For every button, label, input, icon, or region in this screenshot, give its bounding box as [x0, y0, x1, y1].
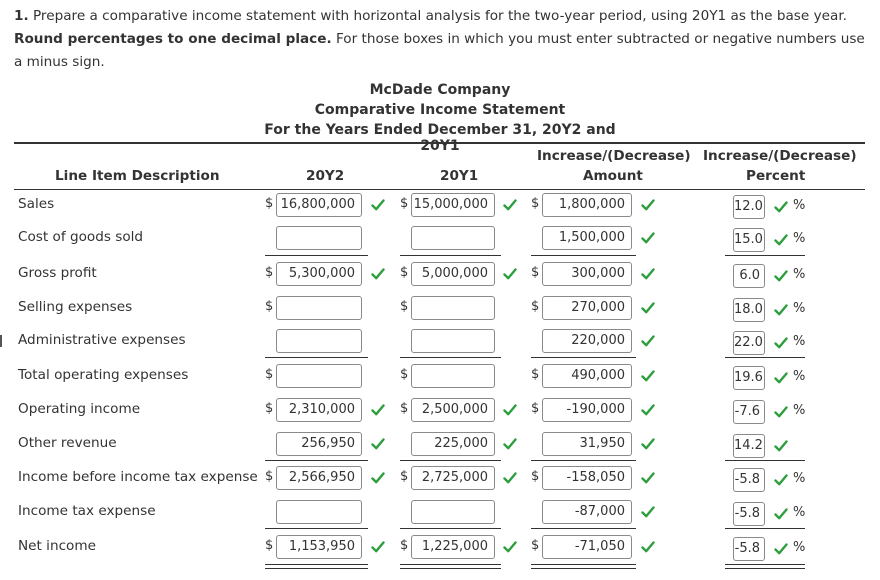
row-label: Income before income tax expense: [18, 469, 258, 485]
total-rule: [400, 357, 501, 358]
currency-symbol: $: [531, 265, 540, 280]
instruction-text: Prepare a comparative income statement with horizontal analysis for the two-year period, using 20Y1 as the base year.: [32, 8, 847, 24]
percent-symbol: %: [793, 231, 806, 246]
row-label: Income tax expense: [18, 503, 156, 519]
percent-symbol: %: [793, 505, 806, 520]
percent-symbol: %: [793, 471, 806, 486]
correct-check-icon: [371, 267, 385, 281]
currency-symbol: $: [400, 299, 409, 314]
correct-check-icon: [371, 437, 385, 451]
correct-check-icon: [503, 403, 517, 417]
currency-symbol: $: [531, 299, 540, 314]
amount-20y1-input[interactable]: [411, 329, 495, 353]
amount-20y2-input[interactable]: 1,153,950: [276, 535, 362, 559]
correct-check-icon: [641, 301, 655, 315]
correct-check-icon: [774, 233, 788, 247]
correct-check-icon: [774, 200, 788, 214]
percent-symbol: %: [793, 334, 806, 349]
total-rule: [265, 460, 368, 461]
total-rule: [531, 528, 636, 529]
amount-20y1-input[interactable]: [411, 500, 495, 524]
currency-symbol: $: [400, 469, 409, 484]
change-percent-input[interactable]: 12.0: [733, 195, 765, 219]
currency-symbol: $: [400, 538, 409, 553]
percent-symbol: %: [793, 267, 806, 282]
correct-check-icon: [503, 437, 517, 451]
change-amount-input[interactable]: -190,000: [542, 398, 632, 422]
double-rule: [725, 564, 805, 569]
correct-check-icon: [774, 507, 788, 521]
change-percent-input[interactable]: -7.6: [733, 400, 765, 424]
correct-check-icon: [641, 403, 655, 417]
total-rule: [725, 460, 805, 461]
currency-symbol: $: [400, 401, 409, 416]
percent-symbol: %: [793, 403, 806, 418]
correct-check-icon: [641, 334, 655, 348]
side-marker: [0, 335, 7, 347]
sign-instruction: For those boxes in which you must enter subtracted or negative numbers use a minus sign.: [14, 31, 865, 70]
percent-symbol: %: [793, 301, 806, 316]
total-rule: [265, 255, 368, 256]
col-header-20y2: 20Y2: [306, 168, 345, 184]
amount-20y2-input[interactable]: [276, 226, 362, 250]
change-percent-input[interactable]: 19.6: [733, 366, 765, 390]
change-percent-input[interactable]: 6.0: [733, 264, 765, 288]
currency-symbol: $: [265, 401, 274, 416]
change-percent-input[interactable]: -5.8: [733, 468, 765, 492]
change-amount-input[interactable]: 300,000: [542, 262, 632, 286]
correct-check-icon: [641, 471, 655, 485]
correct-check-icon: [641, 540, 655, 554]
currency-symbol: $: [531, 367, 540, 382]
total-rule: [531, 460, 636, 461]
double-rule: [265, 564, 368, 569]
amount-20y1-input[interactable]: 15,000,000: [411, 193, 495, 217]
change-percent-input[interactable]: 15.0: [733, 228, 765, 252]
amount-20y2-input[interactable]: 2,566,950: [276, 466, 362, 490]
amount-20y1-input[interactable]: 225,000: [411, 432, 495, 456]
correct-check-icon: [371, 198, 385, 212]
change-amount-input[interactable]: 1,500,000: [542, 226, 632, 250]
change-amount-input[interactable]: -158,050: [542, 466, 632, 490]
correct-check-icon: [774, 473, 788, 487]
row-label: Net income: [18, 538, 96, 554]
amount-20y1-input[interactable]: 2,500,000: [411, 398, 495, 422]
total-rule: [265, 357, 368, 358]
total-rule: [400, 255, 501, 256]
col-header-percent-top: Increase/(Decrease): [703, 148, 857, 164]
currency-symbol: $: [265, 196, 274, 211]
company-name: McDade Company: [369, 82, 511, 98]
total-rule: [531, 357, 636, 358]
amount-20y2-input[interactable]: 16,800,000: [276, 193, 362, 217]
correct-check-icon: [641, 505, 655, 519]
change-percent-input[interactable]: -5.8: [733, 537, 765, 561]
change-amount-input[interactable]: 220,000: [542, 329, 632, 353]
total-rule: [725, 357, 805, 358]
col-header-amount: Amount: [583, 168, 643, 184]
correct-check-icon: [371, 471, 385, 485]
amount-20y1-input[interactable]: [411, 364, 495, 388]
correct-check-icon: [503, 198, 517, 212]
total-rule: [400, 528, 501, 529]
column-header-rule: [14, 189, 865, 190]
change-amount-input[interactable]: -71,050: [542, 535, 632, 559]
change-percent-input[interactable]: 14.2: [733, 434, 765, 458]
question-number: 1.: [14, 8, 29, 24]
currency-symbol: $: [265, 469, 274, 484]
correct-check-icon: [774, 269, 788, 283]
correct-check-icon: [641, 437, 655, 451]
currency-symbol: $: [265, 538, 274, 553]
amount-20y2-input[interactable]: [276, 500, 362, 524]
currency-symbol: $: [400, 367, 409, 382]
correct-check-icon: [503, 471, 517, 485]
total-rule: [400, 460, 501, 461]
percent-symbol: %: [793, 198, 806, 213]
col-header-percent: Percent: [746, 168, 806, 184]
change-percent-input[interactable]: 18.0: [733, 298, 765, 322]
total-rule: [531, 255, 636, 256]
amount-20y2-input[interactable]: [276, 329, 362, 353]
rounding-instruction: Round percentages to one decimal place.: [14, 31, 332, 47]
correct-check-icon: [503, 540, 517, 554]
correct-check-icon: [641, 231, 655, 245]
currency-symbol: $: [400, 265, 409, 280]
amount-20y2-input[interactable]: [276, 364, 362, 388]
change-percent-input[interactable]: -5.8: [733, 502, 765, 526]
correct-check-icon: [774, 439, 788, 453]
total-rule: [265, 528, 368, 529]
currency-symbol: $: [265, 265, 274, 280]
amount-20y1-input[interactable]: 5,000,000: [411, 262, 495, 286]
currency-symbol: $: [400, 196, 409, 211]
amount-20y1-input[interactable]: [411, 226, 495, 250]
percent-symbol: %: [793, 369, 806, 384]
amount-20y2-input[interactable]: 5,300,000: [276, 262, 362, 286]
currency-symbol: $: [531, 538, 540, 553]
amount-20y2-input[interactable]: 2,310,000: [276, 398, 362, 422]
change-amount-input[interactable]: 270,000: [542, 296, 632, 320]
change-amount-input[interactable]: 31,950: [542, 432, 632, 456]
correct-check-icon: [503, 267, 517, 281]
instructions: [14, 5, 874, 74]
row-label: Cost of goods sold: [18, 229, 144, 245]
amount-20y1-input[interactable]: [411, 296, 495, 320]
amount-20y2-input[interactable]: [276, 296, 362, 320]
double-rule: [400, 564, 501, 569]
correct-check-icon: [774, 336, 788, 350]
row-label: Other revenue: [18, 435, 117, 451]
row-label: Total operating expenses: [18, 367, 189, 383]
currency-symbol: $: [265, 299, 274, 314]
col-header-20y1: 20Y1: [440, 168, 479, 184]
correct-check-icon: [641, 267, 655, 281]
change-percent-input[interactable]: 22.0: [733, 331, 765, 355]
total-rule: [725, 255, 805, 256]
row-label: Administrative expenses: [18, 332, 186, 348]
currency-symbol: $: [531, 401, 540, 416]
correct-check-icon: [774, 405, 788, 419]
correct-check-icon: [371, 403, 385, 417]
row-label: Sales: [18, 196, 55, 212]
currency-symbol: $: [531, 196, 540, 211]
correct-check-icon: [371, 540, 385, 554]
col-header-amount-top: Increase/(Decrease): [537, 148, 691, 164]
correct-check-icon: [774, 371, 788, 385]
amount-20y1-input[interactable]: 2,725,000: [411, 466, 495, 490]
row-label: Gross profit: [18, 265, 97, 281]
correct-check-icon: [774, 303, 788, 317]
statement-period: For the Years Ended December 31, 20Y2 and 20Y1: [264, 122, 616, 154]
percent-symbol: %: [793, 540, 806, 555]
correct-check-icon: [641, 198, 655, 212]
total-rule: [725, 528, 805, 529]
currency-symbol: $: [265, 367, 274, 382]
statement-title: Comparative Income Statement: [314, 102, 566, 118]
currency-symbol: $: [531, 469, 540, 484]
change-amount-input[interactable]: -87,000: [542, 500, 632, 524]
correct-check-icon: [641, 369, 655, 383]
change-amount-input[interactable]: 490,000: [542, 364, 632, 388]
row-label: Selling expenses: [18, 299, 133, 315]
amount-20y1-input[interactable]: 1,225,000: [411, 535, 495, 559]
row-label: Operating income: [18, 401, 141, 417]
double-rule: [531, 564, 636, 569]
change-amount-input[interactable]: 1,800,000: [542, 193, 632, 217]
amount-20y2-input[interactable]: 256,950: [276, 432, 362, 456]
header-rule: [14, 142, 865, 144]
correct-check-icon: [774, 542, 788, 556]
col-header-line-item: Line Item Description: [55, 168, 220, 184]
